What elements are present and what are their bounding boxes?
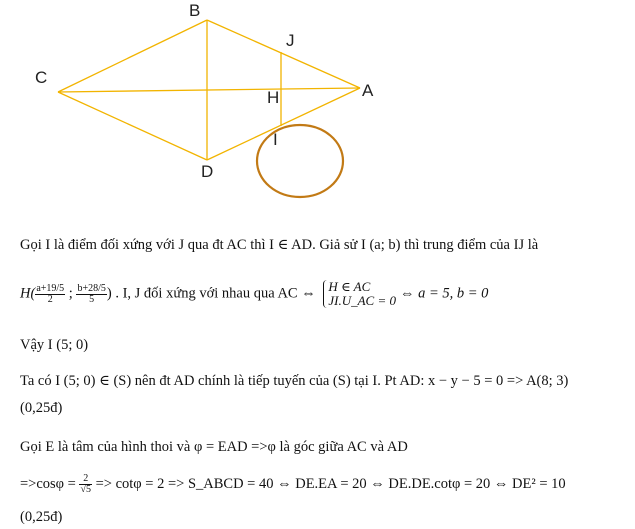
text-line-6: Gọi E là tâm của hình thoi và φ = EAD =>φ là góc giữa AC và AD [20, 439, 408, 455]
text-line-2 [20, 280, 488, 308]
label-i: I [273, 130, 278, 149]
text-line-4: Ta có I (5; 0) ∈ (S) nên đt AD chính là tiếp tuyến của (S) tại I. Pt AD: x − y − 5 = 0 => A(8; 3) [20, 373, 569, 389]
circle-s [257, 125, 343, 197]
label-a: A [362, 81, 374, 100]
text-line-1: Gọi I là điểm đối xứng với J qua đt AC thì I ∈ AD. Giả sử I (a; b) thì trung điểm của IJ là [20, 237, 539, 253]
label-b: B [189, 1, 201, 20]
fraction-y-num: b+28/5 [77, 282, 106, 294]
solution-text: ⇔ a = 5, b = 0 [399, 285, 489, 302]
diagonal-ca [58, 88, 360, 92]
label-j: J [286, 31, 295, 50]
system-row-1: H ∈ AC [328, 279, 371, 294]
text-line-7 [20, 474, 566, 495]
fraction-cos [79, 474, 92, 495]
fraction-cos-den: √5 [80, 484, 91, 495]
edge-ba [207, 20, 360, 88]
label-c: C [35, 68, 48, 87]
edge-cb [58, 20, 207, 92]
area-text: => cotφ = 2 => S_ABCD = 40 ⇔ DE.EA = 20 ⇔ DE.DE.cotφ = 20 ⇔ DE² = 10 [91, 475, 566, 492]
label-d: D [201, 162, 214, 181]
fraction-cos-num: 2 [79, 474, 92, 485]
edge-dc [58, 92, 207, 160]
separator: ; [65, 285, 77, 302]
score-2: (0,25đ) [20, 509, 63, 525]
condition-text: ) . I, J đối xứng với nhau qua AC ⇔ [106, 285, 320, 302]
score-1: (0,25đ) [20, 400, 63, 416]
geometry-figure [0, 0, 635, 215]
rhombus-diagram [0, 0, 635, 215]
text-line-3: Vậy I (5; 0) [20, 337, 89, 353]
fraction-x-num: a+19/5 [36, 282, 65, 294]
cos-text: =>cosφ = [20, 475, 80, 492]
label-h: H [267, 88, 280, 107]
equation-system [323, 280, 396, 308]
fraction-x-den: 2 [47, 293, 53, 305]
system-row-2: JI.U_AC = 0 [328, 293, 396, 308]
fraction-y-den: 5 [89, 293, 95, 305]
fraction-x [35, 284, 65, 305]
fraction-y [76, 284, 106, 305]
edge-ad [207, 88, 360, 160]
point-h: H( [20, 285, 36, 302]
